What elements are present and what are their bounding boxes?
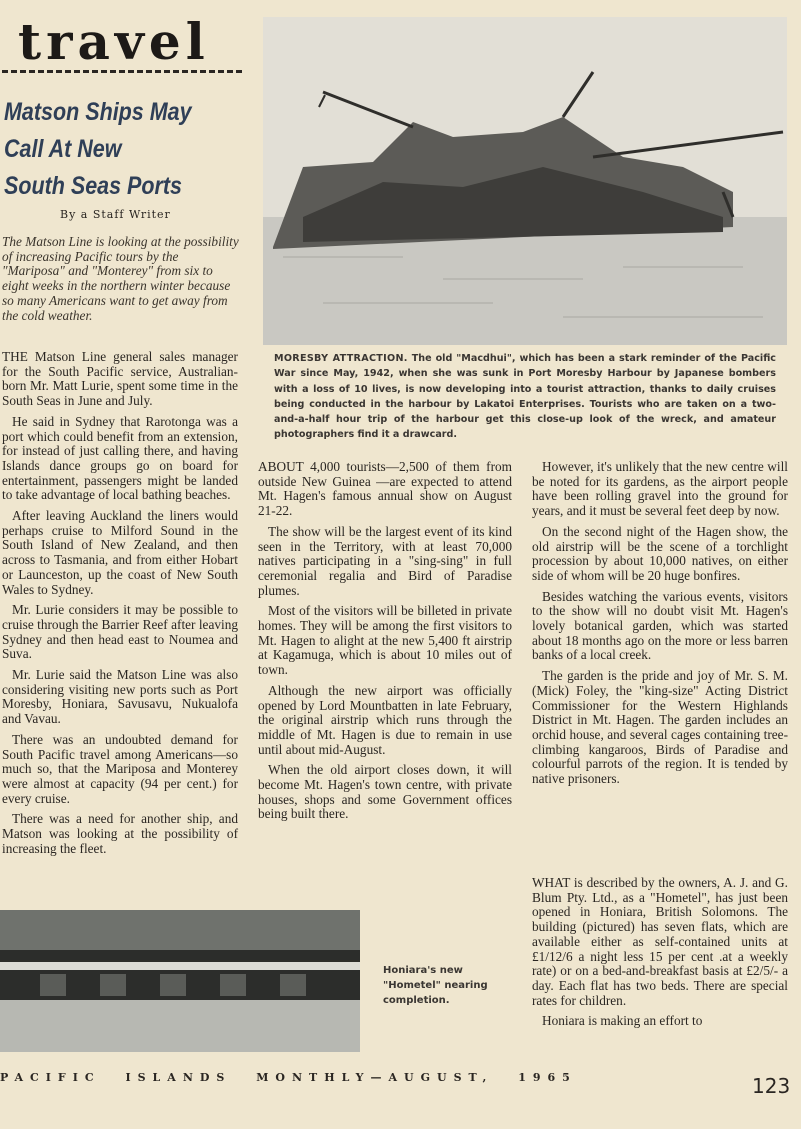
hometel-photo <box>0 910 360 1052</box>
paragraph: Although the new airport was officially opened by Lord Mountbatten in late February, the original airstrip which runs through the middle of Mt. Hagen is due to remain in use until about mid-August. <box>258 682 512 757</box>
article-column-4 <box>532 876 788 1035</box>
wreck-illustration <box>263 17 787 345</box>
caption-text: The old "Macdhui", which has been a stark reminder of the Pacific War since May, 1942, when she was sunk in Port Moresby Harbour by Japanese bombers with a loss of 10 lives, is now developing into a tourist attraction, thanks to daily cruises being conducted in the harbour by Lakatoi Enterprises. Tourists who are taken on a two-and-a-half hour trip of the harbour get this close-up look of the wreck, and amateur photographers find it a drawcard. <box>274 353 776 441</box>
wreck-caption <box>274 351 776 443</box>
paragraph: On the second night of the Hagen show, the old airstrip will be the scene of a torchlight procession by about 10,000 natives, on either side of whom will be 20 huge bonfires. <box>532 523 788 583</box>
caption-line: "Hometel" nearing <box>383 980 488 991</box>
section-divider <box>2 70 242 73</box>
paragraph: When the old airport closes down, it will become Mt. Hagen's town centre, with private houses, shops and some Government offices being built there. <box>258 762 512 822</box>
article-column-1 <box>2 350 238 863</box>
caption-line: completion. <box>383 995 450 1006</box>
footer-word: ISLANDS <box>125 1071 232 1084</box>
intro-paragraph: The Matson Line is looking at the possibility of increasing Pacific tours by the "Mariposa" and "Monterey" from six to eight weeks in the northern winter because so many Americans want to get away from the cold weather. <box>2 234 239 323</box>
paragraph: He said in Sydney that Rarotonga was a port which could benefit from an extension, for instead of just calling there, and having Islands dance groups go on board for entertainment, passengers might be landed to take advantage of local bathing beaches. <box>2 413 238 503</box>
page-footer <box>0 1071 577 1084</box>
hometel-illustration <box>0 910 360 1052</box>
headline-line: Call At New <box>4 135 122 163</box>
paragraph: There was an undoubted demand for South Pacific travel among Americans—so much so, that the Mariposa and Monterey were almost at capacity (94 per cent.) for every cruise. <box>2 731 238 806</box>
paragraph: Most of the visitors will be billeted in private homes. They will be among the first visitors to Mt. Hagen to alight at the new 5,400 ft airstrip at Kagamuga, which is about 10 miles out of town. <box>258 603 512 678</box>
headline <box>4 94 224 205</box>
paragraph: There was a need for another ship, and Matson was looking at the possibility of increasing the fleet. <box>2 811 238 856</box>
footer-word: MONTHLY—AUGUST, <box>256 1071 494 1084</box>
paragraph: Honiara is making an effort to <box>542 1013 703 1029</box>
footer-word: PACIFIC <box>0 1071 101 1084</box>
caption-line: Honiara's new <box>383 965 463 976</box>
paragraph: WHAT is described by the owners, A. J. and G. Blum Pty. Ltd., as a "Hometel", has just been opened in Honiara, British Solomons. The building (pictured) has seven flats, which are available either as self-contained units at £1/12/6 a night less 15 per cent .at a weekly rate) or on a bed-and-breakfast basis at £2/5/- a day. Each flat has two beds. There are special rates for children. <box>532 875 788 1008</box>
section-label: travel <box>18 12 210 71</box>
paragraph: After leaving Auckland the liners would perhaps cruise to Milford Sound in the South Island of New Zealand, and then across to Tasmania, and from either Hobart or Launceston, up the coast of New South Wales to Sydney. <box>2 508 238 597</box>
article-column-2 <box>258 460 512 828</box>
headline-line: South Seas Ports <box>4 172 183 200</box>
article-column-3 <box>532 460 788 793</box>
paragraph: THE Matson Line general sales manager for the South Pacific service, Australian-born Mr. Matt Lurie, spent some time in the South Seas in June and July. <box>2 349 238 409</box>
paragraph: Mr. Lurie considers it may be possible to cruise through the Barrier Reef after leaving Sydney and then head east to Noumea and Suva. <box>2 602 238 662</box>
paragraph: Besides watching the various events, visitors to the show will no doubt visit Mt. Hagen's lovely botanical garden, which was started about 18 months ago on the more or less barren banks of a local creek. <box>532 588 788 663</box>
paragraph: ABOUT 4,000 tourists—2,500 of them from outside New Guinea —are expected to attend Mt. Hagen's famous annual show on August 21-22. <box>258 459 512 519</box>
caption-lead: MORESBY ATTRACTION. <box>274 353 408 364</box>
hometel-caption <box>383 963 511 1008</box>
paragraph: The garden is the pride and joy of Mr. S. M. (Mick) Foley, the "king-size" Acting District Commissioner for the Western Highlands District in Mt. Hagen. The garden includes an orchid house, and several cages containing tree-climbing kangaroos, Birds of Paradise and colourful parrots of the region. It is tended by native prisoners. <box>532 668 788 787</box>
paragraph: The show will be the largest event of its kind seen in the Territory, with at least 70,000 natives participating in a "sing-sing" in full ceremonial regalia and Bird of Paradise plumes. <box>258 523 512 598</box>
paragraph: Mr. Lurie said the Matson Line was also considering visiting new ports such as Port Moresby, Honiara, Savusavu, Nukualofa and Vavau. <box>2 667 238 727</box>
wreck-photo <box>263 17 787 345</box>
page-number: 123 <box>752 1074 791 1098</box>
byline: By a Staff Writer <box>60 208 171 221</box>
paragraph: However, it's unlikely that the new centre will be noted for its gardens, as the airport people have been rolling gravel into the ground for years, and it must be several feet deep by now. <box>532 459 788 519</box>
footer-word: 1965 <box>518 1071 577 1084</box>
headline-line: Matson Ships May <box>4 98 192 126</box>
